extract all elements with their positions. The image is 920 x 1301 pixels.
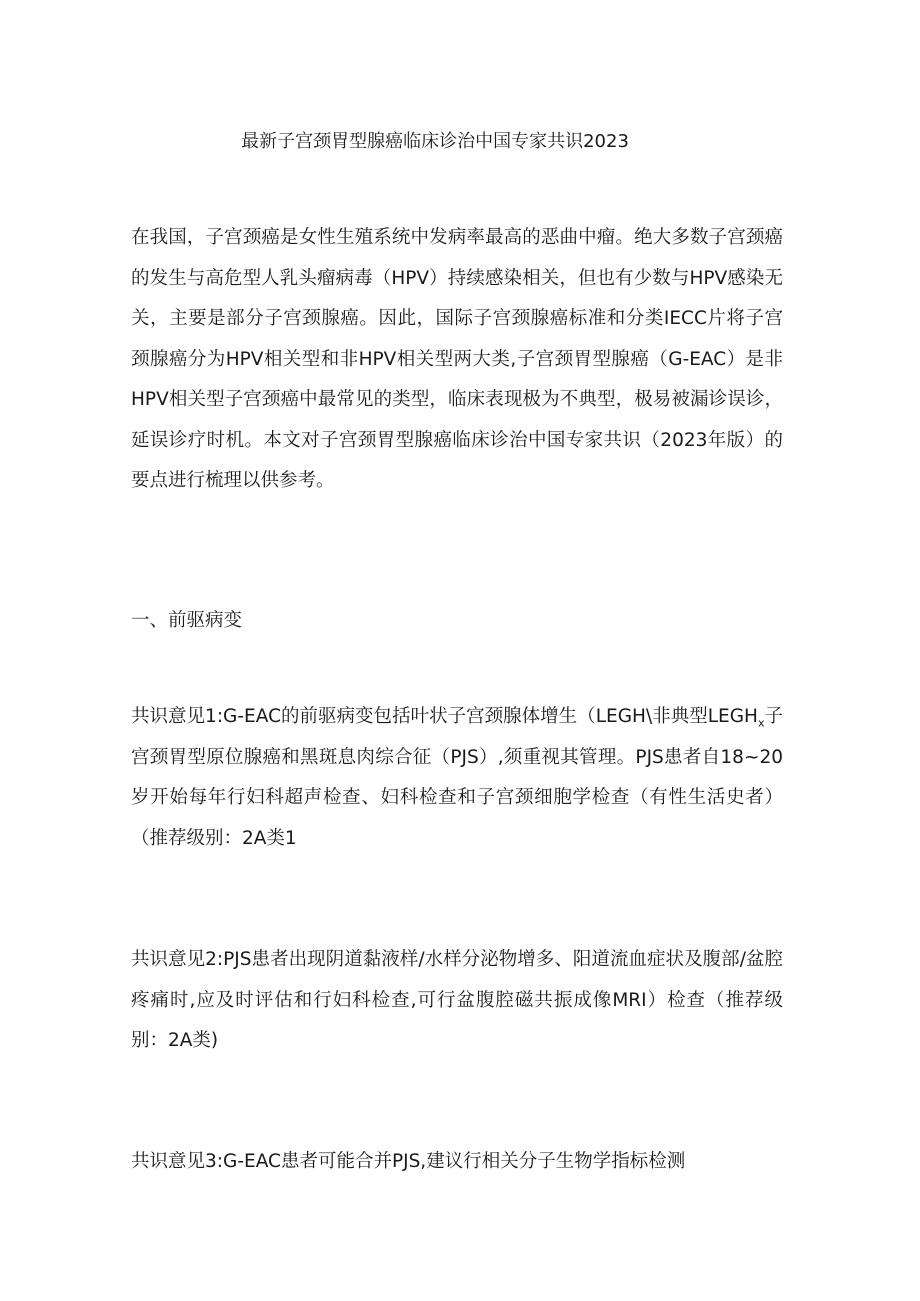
section-heading: 一、前驱病变 <box>131 610 243 631</box>
consensus-3-paragraph: 共识意见3:G-EAC患者可能合并PJS,建议行相关分子生物学指标检测 <box>131 1151 686 1172</box>
consensus-1-text-b: 子宫颈胃型原位腺癌和黑斑息肉综合征（PJS）,须重视其管理。PJS患者自18~20岁开始每年行妇科超声检查、妇科检查和子宫颈细胞学检查（有性生活史者）（推荐级别：2A类1 <box>131 706 783 849</box>
consensus-2-paragraph: 共识意见2:PJS患者出现阴道黏液样/水样分泌物增多、阳道流血症状及腹部/盆腔疼痛时,应及时评估和行妇科检查,可行盆腹腔磁共振成像MRI）检查（推荐级别：2A类) <box>131 949 783 1051</box>
consensus-1-subscript: x <box>757 716 765 730</box>
consensus-1-paragraph <box>131 697 783 859</box>
document-title: 最新子宫颈胃型腺癌临床诊治中国专家共识2023 <box>241 131 629 152</box>
intro-paragraph: 在我国，子宫颈癌是女性生殖系统中发病率最高的恶曲中瘤。绝大多数子宫颈癌的发生与高危型人乳头瘤病毒（HPV）持续感染相关，但也有少数与HPV感染无关，主要是部分子宫颈腺癌。因此，国际子宫颈腺癌标准和分类IECC片将子宫颈腺癌分为HPV相关型和非HPV相关型两大类,子宫颈胃型腺癌（G-EAC）是非HPV相关型子宫颈癌中最常见的类型，临床表现极为不典型，极易被漏诊误诊，延误诊疗时机。本文对子宫颈胃型腺癌临床诊治中国专家共识（2023年版）的要点进行梳理以供参考。 <box>131 227 783 491</box>
consensus-1-text-a: 共识意见1:G-EAC的前驱病变包括叶状子宫颈腺体增生（LEGH\非典型LEGH <box>131 706 758 727</box>
